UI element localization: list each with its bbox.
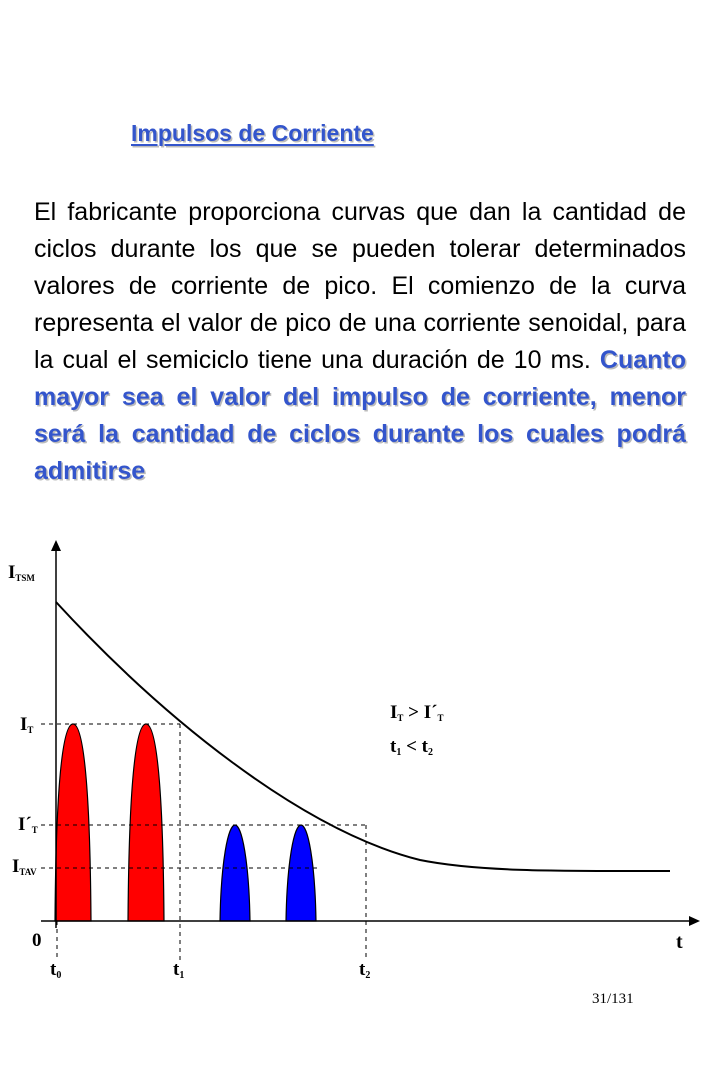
it-prime-label: I´T xyxy=(18,814,38,835)
origin-label: 0 xyxy=(32,930,42,951)
blue-pulse-1 xyxy=(220,825,250,921)
relation-current: IT > I´T xyxy=(390,702,444,723)
x-axis-label: t xyxy=(676,931,683,953)
t0-label: t0 xyxy=(50,959,62,980)
page-number: 31/131 xyxy=(592,991,634,1007)
red-pulse-2 xyxy=(128,724,164,921)
blue-pulse-2 xyxy=(286,825,316,921)
red-pulse-1 xyxy=(55,724,91,921)
x-axis-arrow xyxy=(689,916,700,926)
t2-label: t2 xyxy=(359,959,371,980)
paragraph-plain-text: El fabricante proporciona curvas que dan la cantidad de ciclos durante los que se pueden tolerar determinados valores de corriente de pico. El comienzo de la curva representa el valor de pico de una corriente senoidal, para la cual el semiciclo tiene una duración de 10 ms. xyxy=(34,198,686,374)
it-label: IT xyxy=(20,714,34,735)
itsm-label: ITSM xyxy=(8,562,35,583)
current-pulse-figure xyxy=(0,540,720,980)
page-title: Impulsos de Corriente xyxy=(131,120,374,146)
paragraph-emphasis-text: Cuanto mayor sea el valor del impulso de corriente, menor será la cantidad de ciclos durante los cuales podrá admitirse xyxy=(34,346,686,485)
body-paragraph xyxy=(34,194,686,490)
t1-label: t1 xyxy=(173,959,185,980)
relation-time: t1 < t2 xyxy=(390,736,433,758)
y-axis-arrow xyxy=(51,540,61,551)
itav-label: ITAV xyxy=(12,856,37,877)
